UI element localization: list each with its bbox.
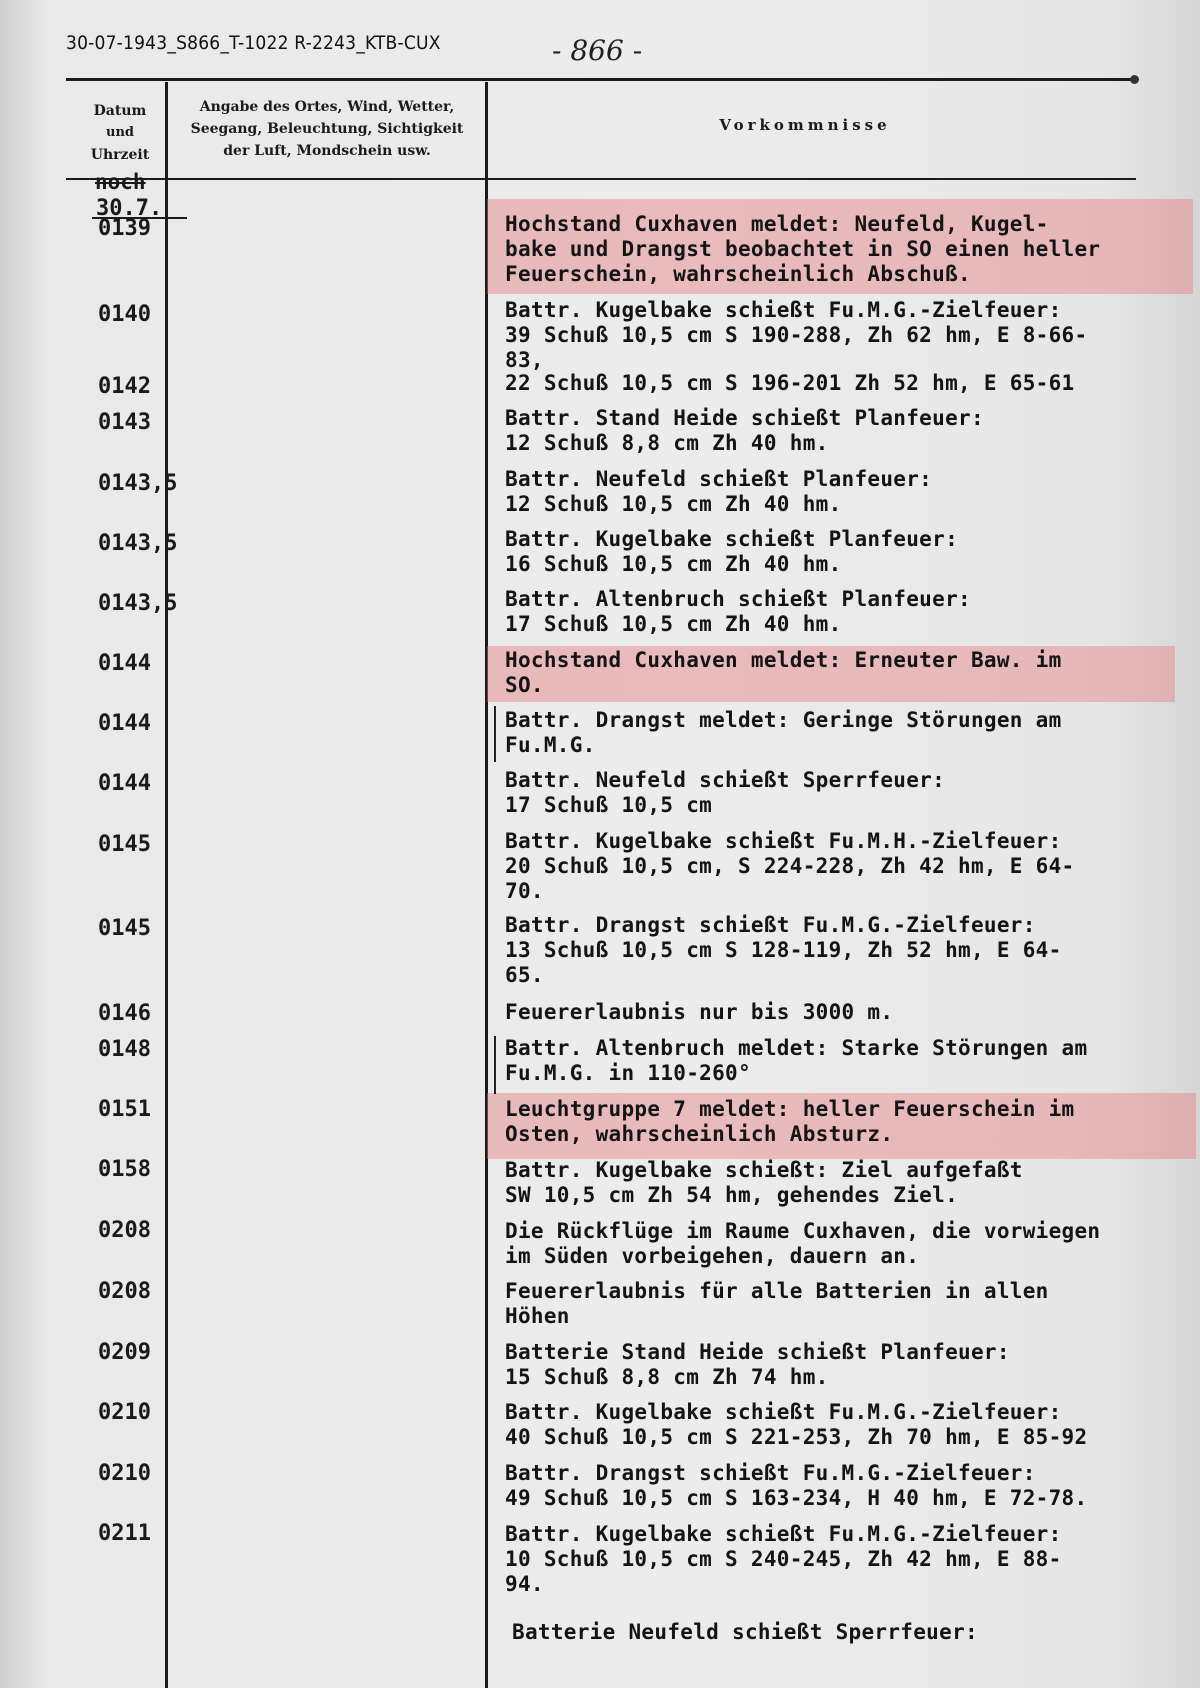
entry-text: Hochstand Cuxhaven meldet: Erneuter Baw. im SO. <box>505 648 1062 697</box>
entry-time: 0158 <box>98 1157 151 1182</box>
header-events: Vorkommnisse <box>719 116 891 134</box>
entry-time: 0144 <box>98 711 151 736</box>
entry-text: Battr. Altenbruch meldet: Starke Störungen am Fu.M.G. in 110-260° <box>505 1036 1088 1085</box>
entry-time: 0151 <box>98 1097 151 1122</box>
entry-time: 0210 <box>98 1400 151 1425</box>
page-number: - 866 - <box>552 34 643 67</box>
entry-text: Die Rückflüge im Raume Cuxhaven, die vorwiegen im Süden vorbeigehen, dauern an. <box>505 1219 1101 1268</box>
header-location-weather <box>172 96 482 162</box>
continuation-label: noch <box>95 170 146 194</box>
entry-text: Battr. Drangst schießt Fu.M.G.-Zielfeuer: 13 Schuß 10,5 cm S 128-119, Zh 52 hm, E 64- 65. <box>505 913 1062 987</box>
entry-time: 0139 <box>98 216 151 241</box>
entry-text: Battr. Kugelbake schießt Fu.M.G.-Zielfeuer: 40 Schuß 10,5 cm S 221-253, Zh 70 hm, E 85-92 <box>505 1400 1088 1449</box>
entry-text: Battr. Stand Heide schießt Planfeuer: 12 Schuß 8,8 cm Zh 40 hm. <box>505 406 984 455</box>
entry-time: 0209 <box>98 1340 151 1365</box>
margin-mark <box>494 706 496 762</box>
entry-text: Battr. Kugelbake schießt Fu.M.G.-Zielfeuer: 10 Schuß 10,5 cm S 240-245, Zh 42 hm, E 88- 94. <box>505 1522 1062 1596</box>
margin-mark <box>494 1036 496 1094</box>
entry-text: Battr. Kugelbake schießt Fu.M.G.-Zielfeuer: 39 Schuß 10,5 cm S 190-288, Zh 62 hm, E 8-66- 83, <box>505 298 1088 372</box>
entry-text: Batterie Stand Heide schießt Planfeuer: 15 Schuß 8,8 cm Zh 74 hm. <box>505 1340 1010 1389</box>
entry-time: 0143,5 <box>98 471 178 496</box>
entry-text: Batterie Neufeld schießt Sperrfeuer: <box>512 1620 978 1644</box>
header-and-line: und <box>106 125 134 140</box>
entry-text: Battr. Kugelbake schießt Planfeuer: 16 Schuß 10,5 cm Zh 40 hm. <box>505 527 959 576</box>
entry-time: 0208 <box>98 1279 151 1304</box>
column-divider-1 <box>165 82 168 1688</box>
entry-text: Battr. Kugelbake schießt Fu.M.H.-Zielfeuer: 20 Schuß 10,5 cm, S 224-228, Zh 42 hm, E 64- 70. <box>505 829 1075 903</box>
header-loc-line-1: Angabe des Ortes, Wind, Wetter, <box>199 99 455 115</box>
header-loc-line-3: der Luft, Mondschein usw. <box>223 143 431 159</box>
entry-text: Battr. Neufeld schießt Sperrfeuer: 17 Schuß 10,5 cm <box>505 768 946 817</box>
entry-text: 22 Schuß 10,5 cm S 196-201 Zh 52 hm, E 65-61 <box>505 371 1075 395</box>
entry-time: 0143 <box>98 410 151 435</box>
entry-time: 0140 <box>98 302 151 327</box>
header-time-line: Uhrzeit <box>90 147 150 163</box>
rule-end-dot <box>1130 75 1139 84</box>
entry-text: Battr. Kugelbake schießt: Ziel aufgefaßt SW 10,5 cm Zh 54 hm, gehendes Ziel. <box>505 1158 1023 1207</box>
entry-time: 0148 <box>98 1037 151 1062</box>
header-rule <box>66 178 1136 180</box>
file-id-label: 30-07-1943_S866_T-1022 R-2243_KTB-CUX <box>66 32 441 54</box>
entry-time: 0144 <box>98 771 151 796</box>
entry-time: 0143,5 <box>98 531 178 556</box>
entry-text: Battr. Altenbruch schießt Planfeuer: 17 Schuß 10,5 cm Zh 40 hm. <box>505 587 971 636</box>
top-rule <box>66 78 1136 81</box>
entry-time: 0143,5 <box>98 591 178 616</box>
column-divider-2 <box>485 82 488 1688</box>
header-date-line: Datum <box>93 103 147 119</box>
entry-text: Feuererlaubnis nur bis 3000 m. <box>505 1000 894 1024</box>
header-loc-line-2: Seegang, Beleuchtung, Sichtigkeit <box>190 121 464 137</box>
entry-time: 0211 <box>98 1521 151 1546</box>
entry-text: Battr. Neufeld schießt Planfeuer: 12 Schuß 10,5 cm Zh 40 hm. <box>505 467 933 516</box>
entry-time: 0145 <box>98 832 151 857</box>
entry-time: 0145 <box>98 916 151 941</box>
entry-time: 0144 <box>98 651 151 676</box>
entry-time: 0208 <box>98 1218 151 1243</box>
entry-text: Battr. Drangst meldet: Geringe Störungen am Fu.M.G. <box>505 708 1062 757</box>
entry-time: 0210 <box>98 1461 151 1486</box>
header-date-time <box>80 100 160 166</box>
entry-text: Battr. Drangst schießt Fu.M.G.-Zielfeuer: 49 Schuß 10,5 cm S 163-234, H 40 hm, E 72-78. <box>505 1461 1088 1510</box>
date-label: 30.7. <box>96 196 163 221</box>
entry-text: Leuchtgruppe 7 meldet: heller Feuerschein im Osten, wahrscheinlich Absturz. <box>505 1097 1075 1146</box>
entry-text: Feuererlaubnis für alle Batterien in allen Höhen <box>505 1279 1049 1328</box>
entry-text: Hochstand Cuxhaven meldet: Neufeld, Kugel- bake und Drangst beobachtet in SO einen heller Feuerschein, wahrscheinlich Abschuß. <box>505 212 1101 286</box>
entry-time: 0146 <box>98 1001 151 1026</box>
entry-time: 0142 <box>98 374 151 399</box>
